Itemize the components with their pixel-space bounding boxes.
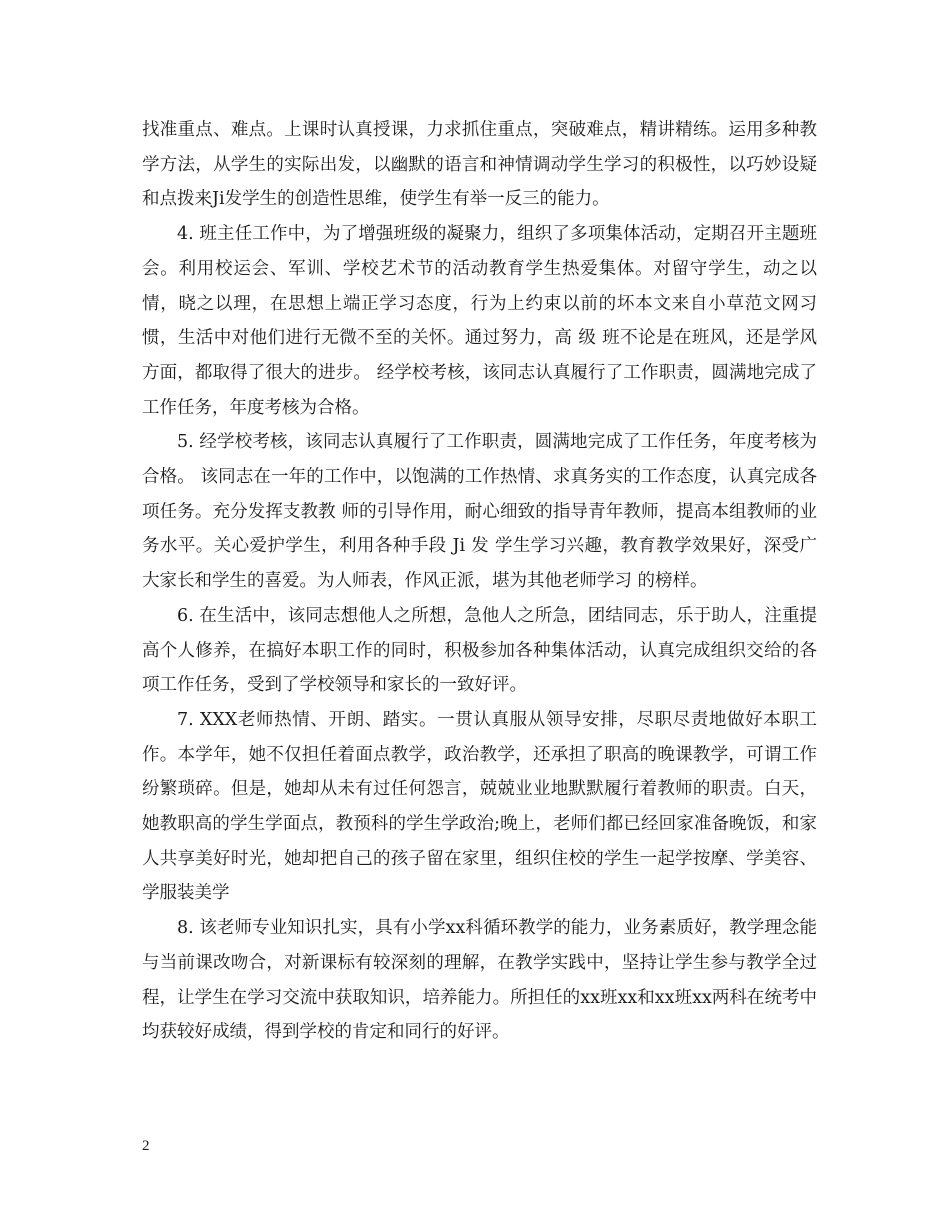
page-number: 2 (142, 1138, 150, 1154)
paragraph-item-4: 4. 班主任工作中，为了增强班级的凝聚力，组织了多项集体活动，定期召开主题班会。利用校运会、军训、学校艺术节的活动教育学生热爱集体。对留守学生，动之以情，晓之以理，在思想上端正学习态度，行为上约束以前的坏本文来自小草范文网习惯，生活中对他们进行无微不至的关怀。通过努力，高 级 班不论是在班风，还是学风方面，都取得了很大的进步。 经学校考核，该同志认真履行了工作职责，圆满地完成了工作任务，年度考核为合格。 (142, 224, 817, 418)
paragraph-item-6: 6. 在生活中，该同志想他人之所想，急他人之所急，团结同志，乐于助人，注重提高个人修养，在搞好本职工作的同时，积极参加各种集体活动，认真完成组织交给的各项工作任务，受到了学校领导和家长的一致好评。 (142, 605, 817, 696)
paragraph-continuation: 找准重点、难点。上课时认真授课，力求抓住重点，突破难点，精讲精练。运用多种教学方法，从学生的实际出发，以幽默的语言和神情调动学生学习的积极性，以巧妙设疑和点拨来Ji发学生的创造性思维，使学生有举一反三的能力。 (142, 120, 817, 210)
paragraph-item-7: 7. XXX老师热情、开朗、踏实。一贯认真服从领导安排，尽职尽责地做好本职工作。本学年，她不仅担任着面点教学，政治教学，还承担了职高的晚课教学，可谓工作纷繁琐碎。但是，她却从未有过任何怨言，兢兢业业地默默履行着教师的职责。白天，她教职高的学生学面点，教预科的学生学政治;晚上，老师们都已经回家准备晚饭，和家人共享美好时光，她却把自己的孩子留在家里，组织住校的学生一起学按摩、学美容、学服装美学 (142, 709, 817, 904)
document-body (142, 113, 817, 1050)
paragraph-item-8: 8. 该老师专业知识扎实，具有小学xx科循环教学的能力，业务素质好，教学理念能与当前课改吻合，对新课标有较深刻的理解，在教学实践中，坚持让学生参与教学全过程，让学生在学习交流中获取知识，培养能力。所担任的xx班xx和xx班xx两科在统考中均获较好成绩，得到学校的肯定和同行的好评。 (142, 918, 817, 1043)
paragraph-item-5: 5. 经学校考核，该同志认真履行了工作职责，圆满地完成了工作任务，年度考核为合格。 该同志在一年的工作中，以饱满的工作热情、求真务实的工作态度，认真完成各项任务。充分发挥支教教 师的引导作用，耐心细致的指导青年教师，提高本组教师的业务水平。关心爱护学生，利用各种手段 Ji 发 学生学习兴趣，教育教学效果好，深受广大家长和学生的喜爱。为人师表，作风正派，堪为其他老师学习 的榜样。 (142, 432, 817, 592)
